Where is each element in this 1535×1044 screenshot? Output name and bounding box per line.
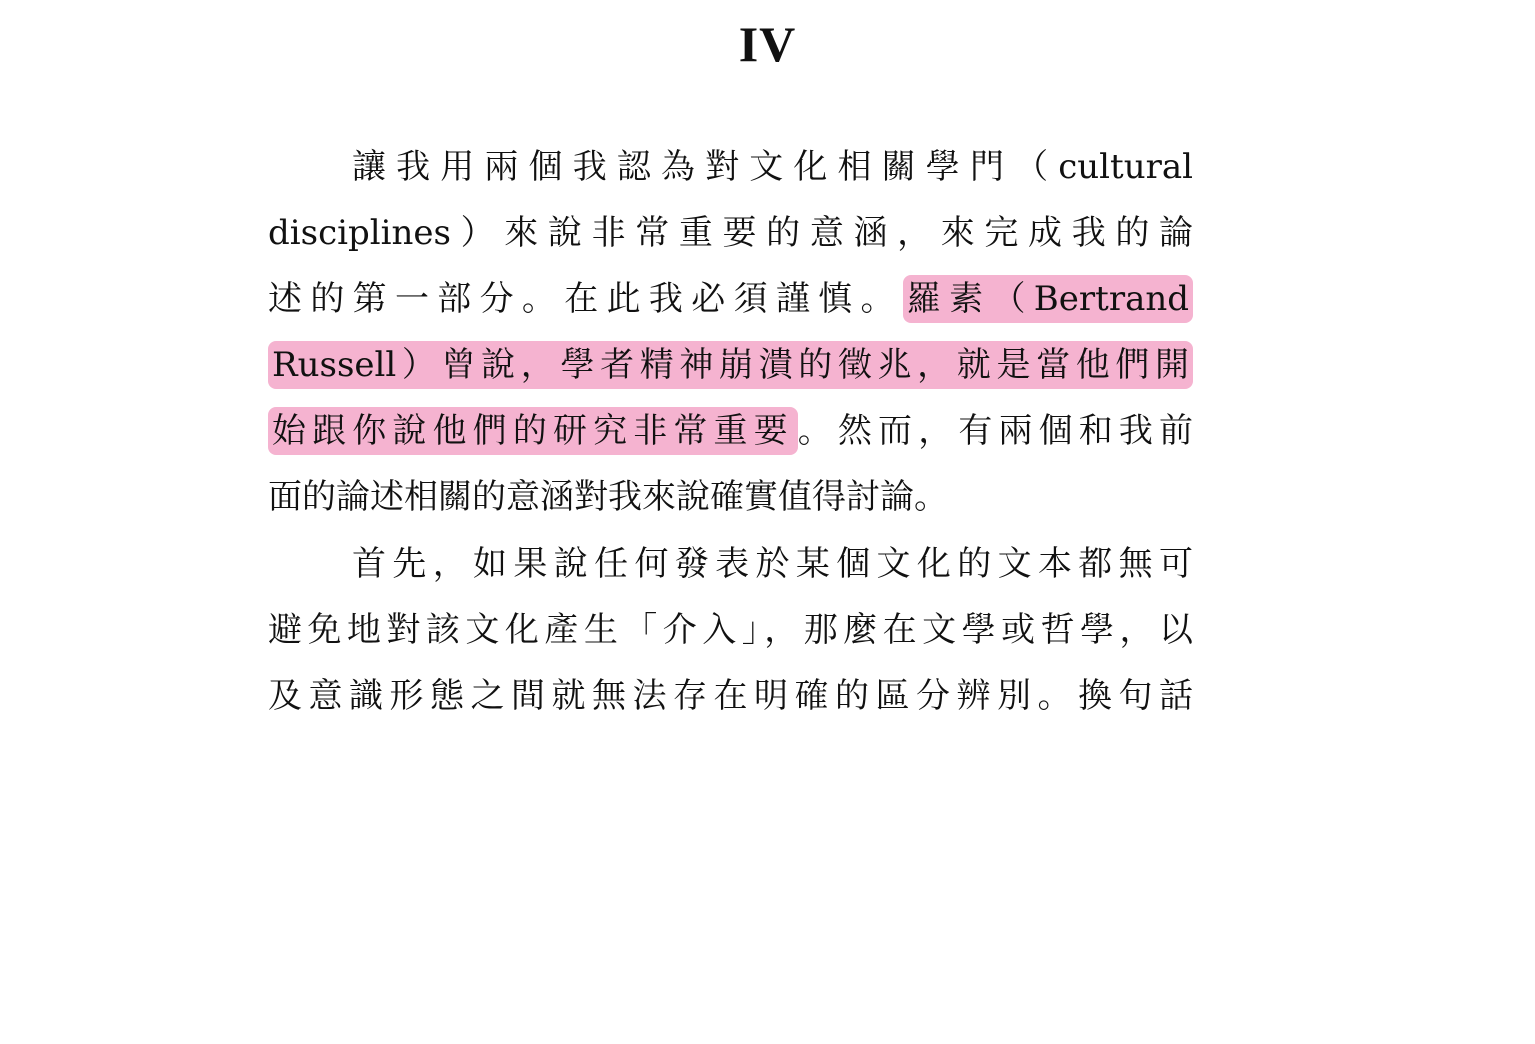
text-line (268, 398, 1193, 464)
highlighted-text: 羅素（Bertrand (903, 275, 1193, 323)
text-segment: 。然而，有兩個和我前 (797, 411, 1194, 451)
text-line (268, 332, 1193, 398)
highlighted-text: 始跟你說他們的研究非常重要 (268, 407, 798, 455)
text-line: 讓我用兩個我認為對文化相關學門（cultural (352, 147, 1193, 187)
highlighted-text: Russell）曾說，學者精神崩潰的徵兆，就是當他們開 (268, 341, 1193, 389)
text-line: 面的論述相關的意涵對我來說確實值得討論。 (268, 477, 948, 517)
chapter-heading: IV (738, 16, 797, 72)
text-line: disciplines）來說非常重要的意涵，來完成我的論 (268, 213, 1193, 253)
text-segment: 述的第一部分。在此我必須謹慎。 (268, 279, 903, 319)
text-line: 首先，如果說任何發表於某個文化的文本都無可 (352, 544, 1193, 584)
text-line: 避免地對該文化產生「介入」，那麼在文學或哲學，以 (268, 610, 1193, 650)
text-line (268, 266, 1193, 332)
text-line: 及意識形態之間就無法存在明確的區分辨別。換句話 (268, 676, 1193, 716)
